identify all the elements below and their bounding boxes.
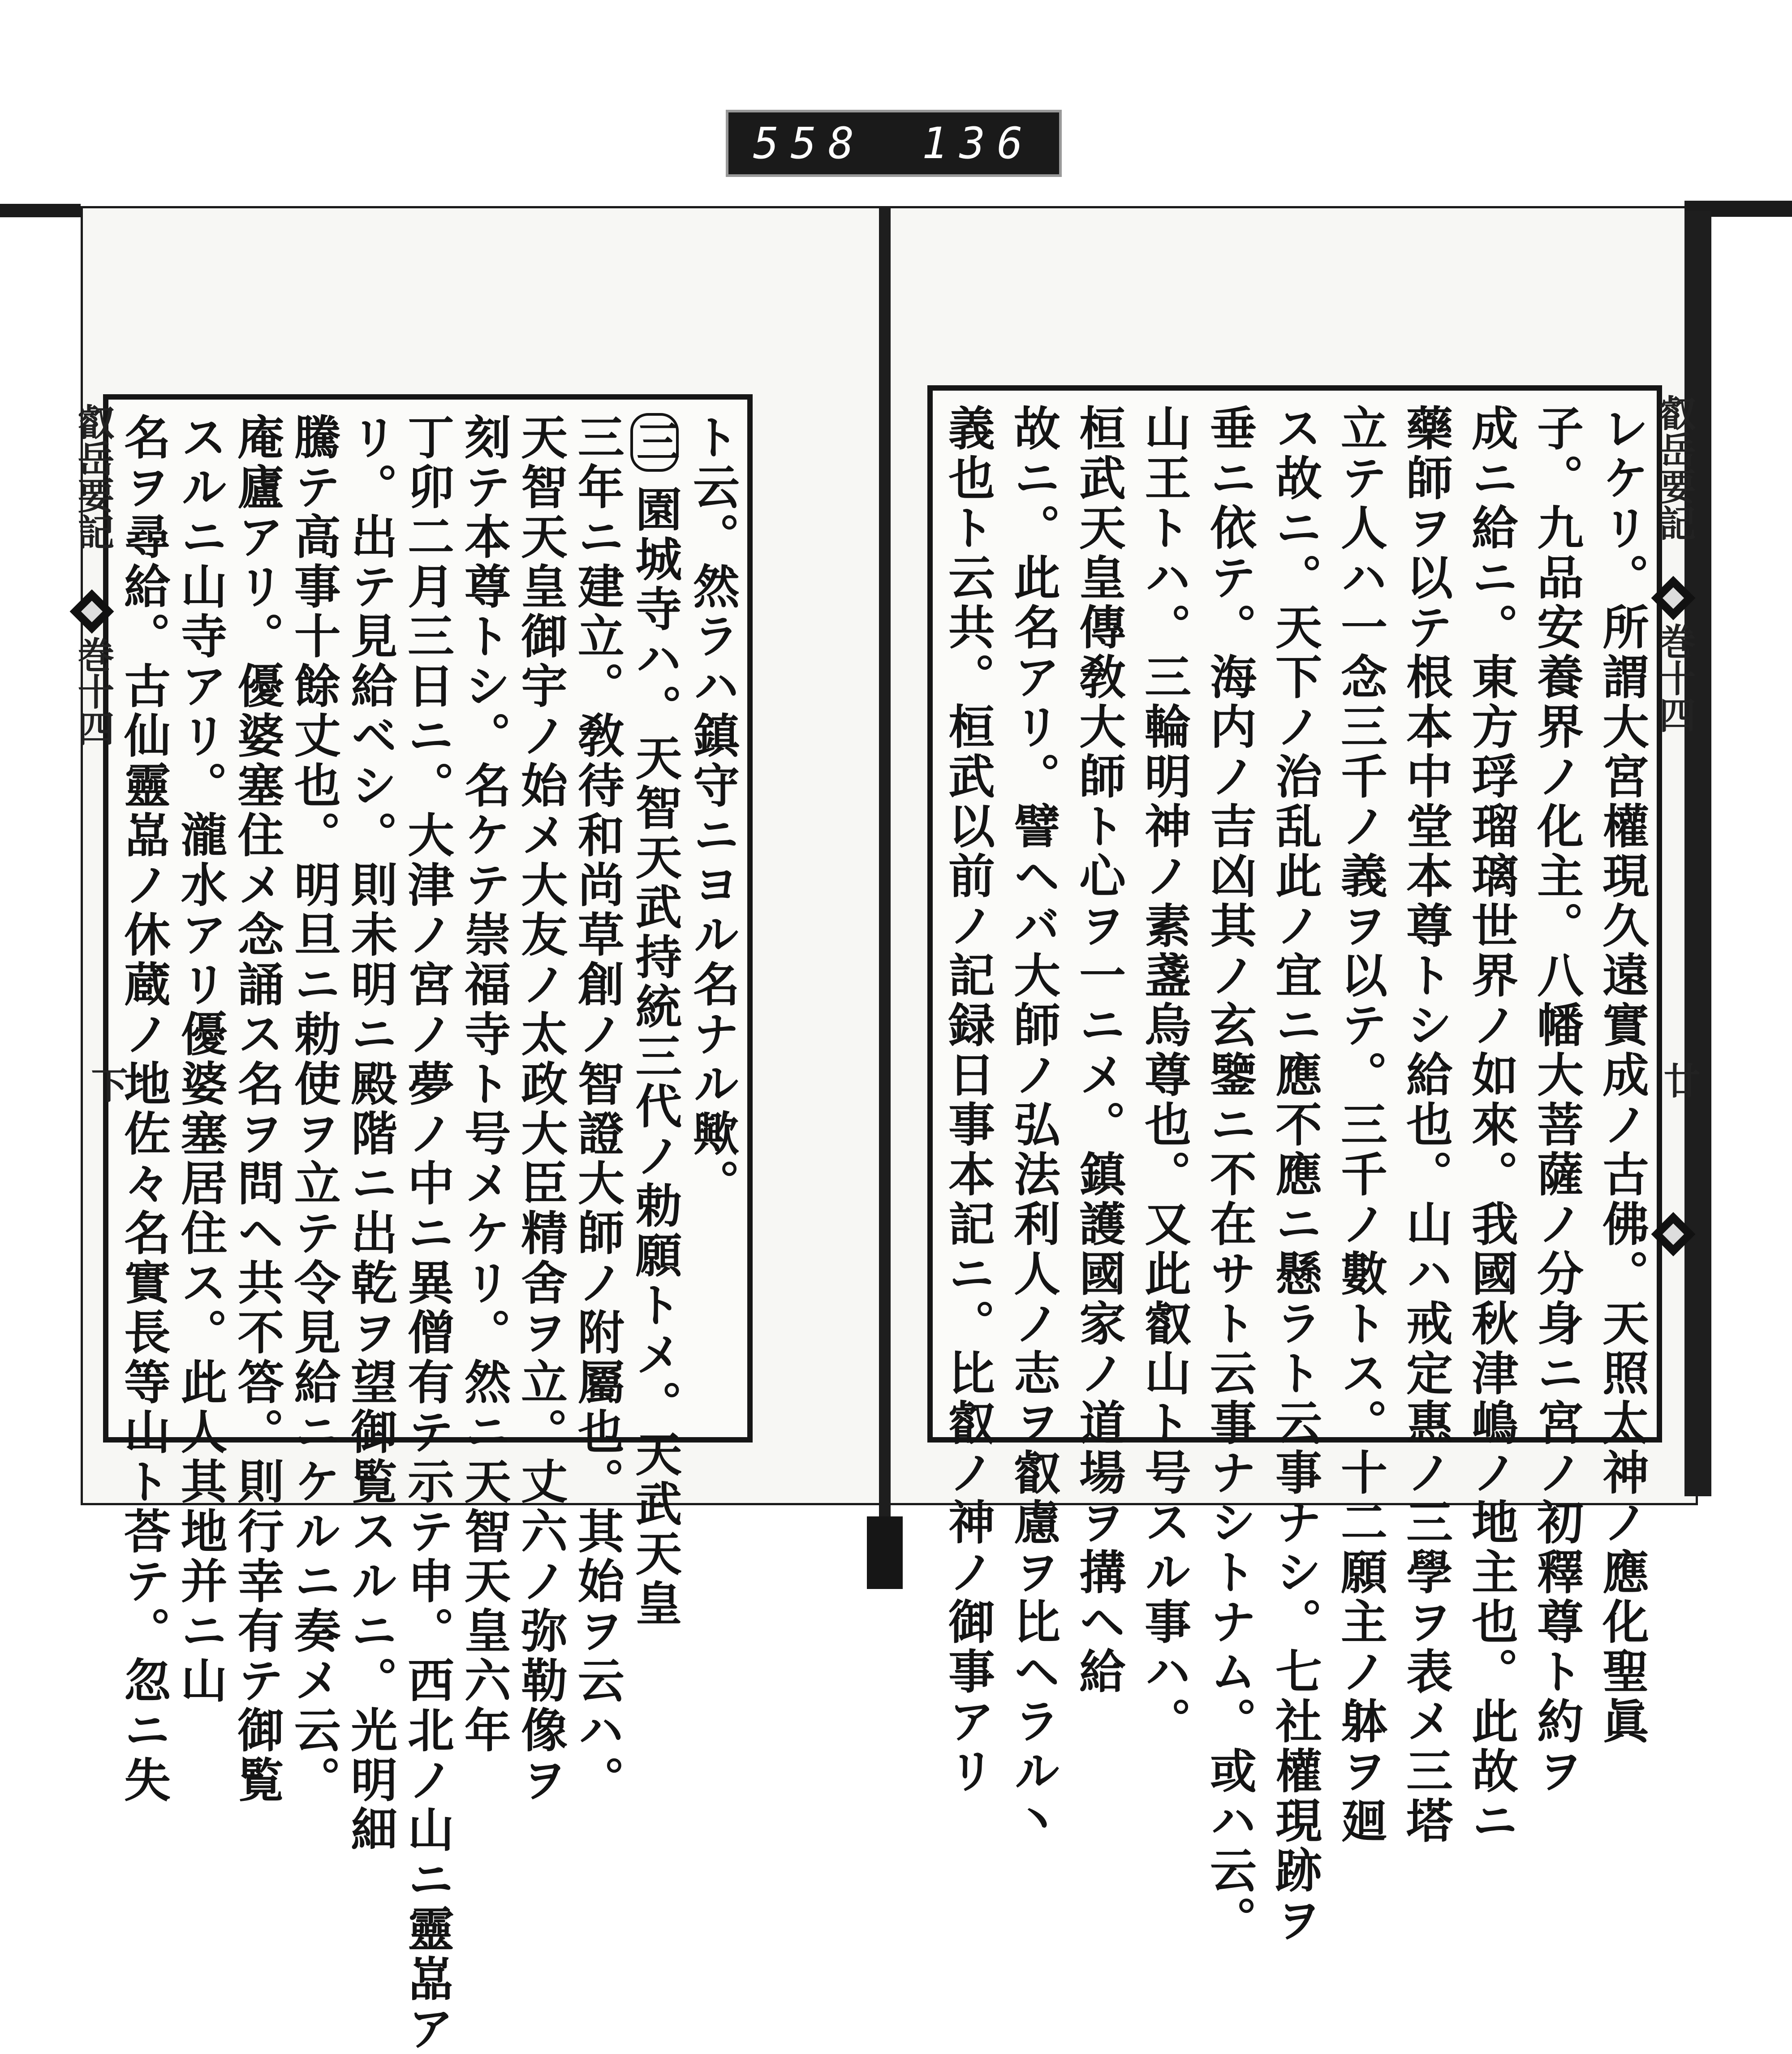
left-column-3: 三年ニ建立。敎待和尚草創ノ智證大師ノ附屬也。其始ヲ云ハ。	[569, 413, 625, 1805]
right-column-2: 子。九品安養界ノ化主。八幡大菩薩ノ分身ニ宮ノ初釋尊ト約ヲ	[1529, 404, 1584, 1796]
right-folio: 廿	[1658, 1062, 1701, 1098]
right-running-head: 叡岳要記	[1653, 394, 1696, 541]
left-volume-label: 巻十四	[72, 636, 115, 746]
book-stand	[867, 1516, 903, 1589]
right-column-1: レケリ。所謂大宮權現久遠實成ノ古佛。天照太神ノ應化聖眞	[1594, 404, 1650, 1747]
right-column-5: 立テ人ハ一念三千ノ義ヲ以テ。三千ノ數トス。十二願主ノ躰ヲ廻	[1333, 404, 1388, 1846]
center-gutter	[879, 206, 891, 1528]
right-column-10: 故ニ。此名アリ。譬ヘバ大師ノ弘法利人ノ志ヲ叡慮ヲ比ヘラル丶	[1006, 404, 1061, 1846]
left-column-5: 刻テ本尊トシ。名ケテ崇福寺ト号メケリ。然ニ天智天皇六年	[456, 413, 512, 1756]
right-column-8: 山王トハ。三輪明神ノ素盞烏尊也。又此叡山ト号スル事ハ。	[1137, 404, 1192, 1747]
left-column-11: 名ヲ尋給。古仙靈嵓ノ休蔵ノ地佐々名實長等山ト荅テ。忽ニ失	[116, 413, 171, 1805]
left-column-2	[627, 413, 683, 1629]
left-column-4: 天智天皇御宇ノ始メ大友ノ太政大臣精舍ヲ立。丈六ノ弥勒像ヲ	[513, 413, 569, 1805]
left-column-6: 丁卯二月三日ニ。大津ノ宮ノ夢ノ中ニ異僧有テ示テ申。西北ノ山ニ靈嵓ア	[399, 413, 455, 2054]
left-running-head: 叡岳要記	[72, 403, 115, 550]
left-column-10: スルニ山寺アリ。瀧水アリ優婆塞居住ス。此人其地并ニ山	[172, 413, 228, 1706]
left-column-7: リ。出テ見給ベシ。則未明ニ殿階ニ出乾ヲ望御覧スルニ。光明細	[343, 413, 398, 1855]
left-text-panel	[103, 394, 753, 2054]
call-number-right: 136	[922, 118, 1034, 168]
call-number-left: 558	[753, 118, 866, 168]
left-column-1: ト云。然ラハ鎮守ニヨル名ナル歟。	[685, 413, 740, 1209]
right-volume-label: 巻十四	[1653, 623, 1696, 733]
frame-top-rule-left-cap	[0, 204, 81, 217]
section-number: 三	[630, 413, 679, 472]
right-column-7: 垂ニ依テ。海内ノ吉凶其ノ玄鑒ニ不在サト云事ナシトナム。或ハ云。	[1202, 404, 1257, 1946]
right-column-9: 桓武天皇傳敎大師ト心ヲ一ニメ。鎮護國家ノ道場ヲ搆ヘ給	[1071, 404, 1126, 1697]
left-column-8: 騰テ高事十餘丈也。明旦ニ勅使ヲ立テ令見給ニケルニ奏メ云。	[286, 413, 341, 1805]
left-column-9: 庵廬アリ。優婆塞住メ念誦ス名ヲ問ヘ共不答。則行幸有テ御覧	[229, 413, 285, 1805]
right-column-4: 藥師ヲ以テ根本中堂本尊トシ給也。山ハ戒定惠ノ三學ヲ表メ三塔	[1398, 404, 1453, 1846]
right-column-3: 成ニ給ニ。東方琈瑠璃世界ノ如來。我國秋津嶋ノ地主也。此故ニ	[1464, 404, 1519, 1846]
frame-right-rule	[1684, 201, 1792, 211]
left-folio: 下	[85, 1066, 128, 1103]
right-column-6: ス故ニ。天下ノ治乱此ノ宜ニ應不應ニ懸ラト云事ナシ。七社權現跡ヲ	[1267, 404, 1322, 1946]
right-text-panel	[927, 385, 1662, 1946]
right-column-11: 義也ト云共。桓武以前ノ記録日事本記ニ。比叡ノ神ノ御事アリ	[940, 404, 995, 1796]
left-column-2-text: 園城寺ハ。天智天武持統三代ノ勅願トメ。天武天皇	[627, 485, 683, 1629]
call-number-slip	[726, 110, 1062, 177]
